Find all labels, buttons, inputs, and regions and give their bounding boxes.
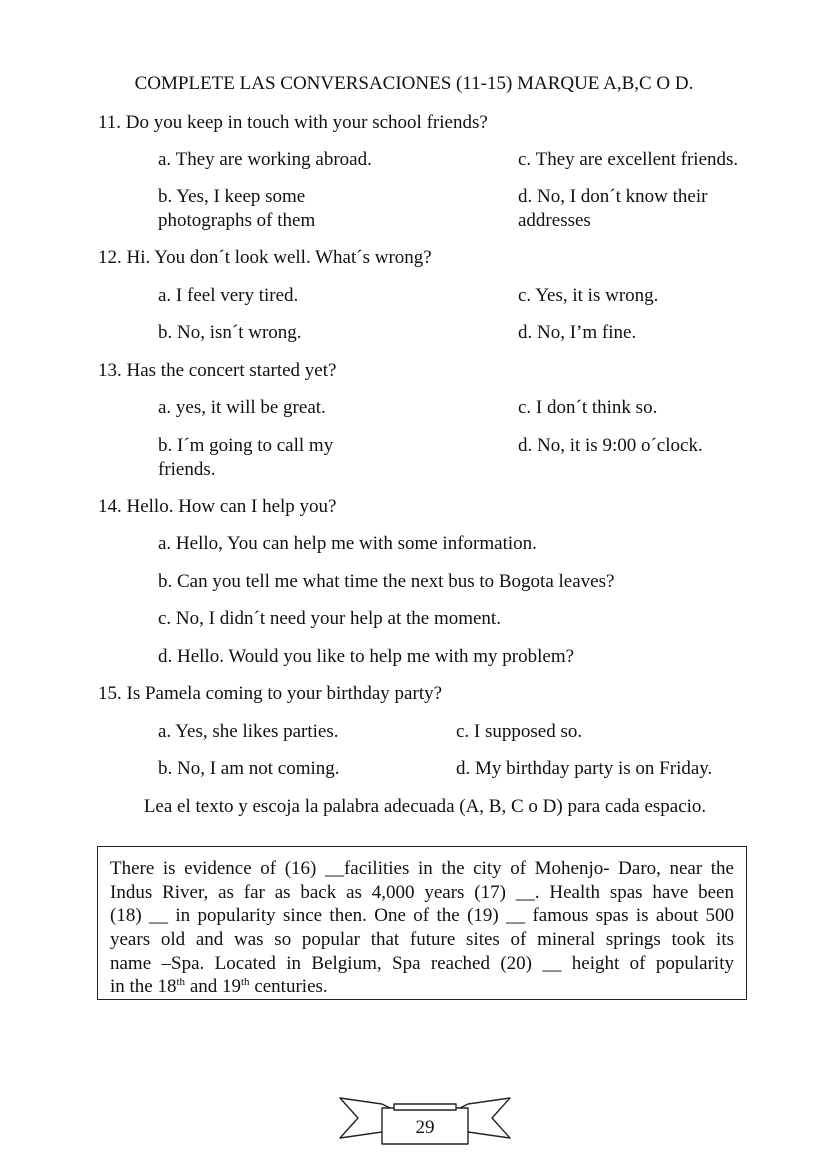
question-13: 13. Has the concert started yet?: [98, 360, 337, 381]
page-number: 29: [415, 1117, 435, 1138]
passage-line-4: years old and was so popular that future sites of mineral springs took its: [110, 929, 734, 950]
banner-left-tail: [340, 1098, 382, 1138]
q15-option-d: d. My birthday party is on Friday.: [456, 758, 713, 779]
q11-option-b-line1: b. Yes, I keep some: [158, 186, 306, 207]
question-12: 12. Hi. You don´t look well. What´s wrong?: [98, 247, 432, 268]
q11-option-d-line2: addresses: [518, 210, 591, 231]
q12-option-a: a. I feel very tired.: [158, 285, 299, 306]
passage-line-6: [110, 975, 734, 998]
q13-option-c: c. I don´t think so.: [518, 397, 658, 418]
q14-option-c: c. No, I didn´t need your help at the moment.: [158, 608, 501, 629]
q14-option-a: a. Hello, You can help me with some information.: [158, 533, 537, 554]
passage-line-6-part-b: and 19: [185, 976, 241, 997]
passage-line-6-part-a: in the 18: [110, 976, 177, 997]
question-11: 11. Do you keep in touch with your school friends?: [98, 112, 488, 133]
q15-option-c: c. I supposed so.: [456, 721, 583, 742]
q15-option-b: b. No, I am not coming.: [158, 758, 340, 779]
q14-option-b: b. Can you tell me what time the next bus to Bogota leaves?: [158, 571, 615, 592]
q13-option-a: a. yes, it will be great.: [158, 397, 326, 418]
reading-instruction: Lea el texto y escoja la palabra adecuada (A, B, C o D) para cada espacio.: [143, 796, 707, 817]
q12-option-c: c. Yes, it is wrong.: [518, 285, 659, 306]
q13-option-b: [158, 434, 396, 482]
passage-line-1: There is evidence of (16) __facilities in the city of Mohenjo- Daro, near the: [110, 858, 734, 879]
q12-option-d: d. No, I’m fine.: [518, 322, 637, 343]
q12-option-b: b. No, isn´t wrong.: [158, 322, 302, 343]
banner-right-tail: [468, 1098, 510, 1138]
ordinal-suffix-18: th: [176, 976, 186, 988]
question-14: 14. Hello. How can I help you?: [98, 496, 337, 517]
q15-option-a: a. Yes, she likes parties.: [158, 721, 339, 742]
passage-line-5: name –Spa. Located in Belgium, Spa reached (20) __ height of popularity: [110, 953, 734, 974]
passage-line-3: (18) __ in popularity since then. One of the (19) __ famous spas is about 500: [110, 905, 734, 926]
q11-option-b-line2: photographs of them: [158, 210, 316, 231]
page-heading: COMPLETE LAS CONVERSACIONES (11-15) MARQUE A,B,C O D.: [134, 73, 694, 94]
q13-option-d: d. No, it is 9:00 o´clock.: [518, 435, 703, 456]
banner-top: [394, 1104, 456, 1110]
passage-line-6-part-c: centuries.: [249, 976, 328, 997]
q11-option-a: a. They are working abroad.: [158, 149, 372, 170]
q11-option-d-line1: d. No, I don´t know their: [518, 186, 708, 207]
passage-line-2: Indus River, as far as back as 4,000 years (17) __. Health spas have been: [110, 882, 734, 903]
q11-option-b: [158, 185, 396, 233]
q14-option-d: d. Hello. Would you like to help me with my problem?: [158, 646, 575, 667]
ordinal-suffix-19: th: [241, 976, 250, 988]
q11-option-c: c. They are excellent friends.: [518, 149, 739, 170]
question-15: 15. Is Pamela coming to your birthday party?: [98, 683, 443, 704]
q13-option-b-line1: b. I´m going to call my: [158, 435, 334, 456]
q11-option-d: [518, 185, 756, 233]
q13-option-b-line2: friends.: [158, 459, 216, 480]
page-number-banner: [336, 1092, 514, 1148]
